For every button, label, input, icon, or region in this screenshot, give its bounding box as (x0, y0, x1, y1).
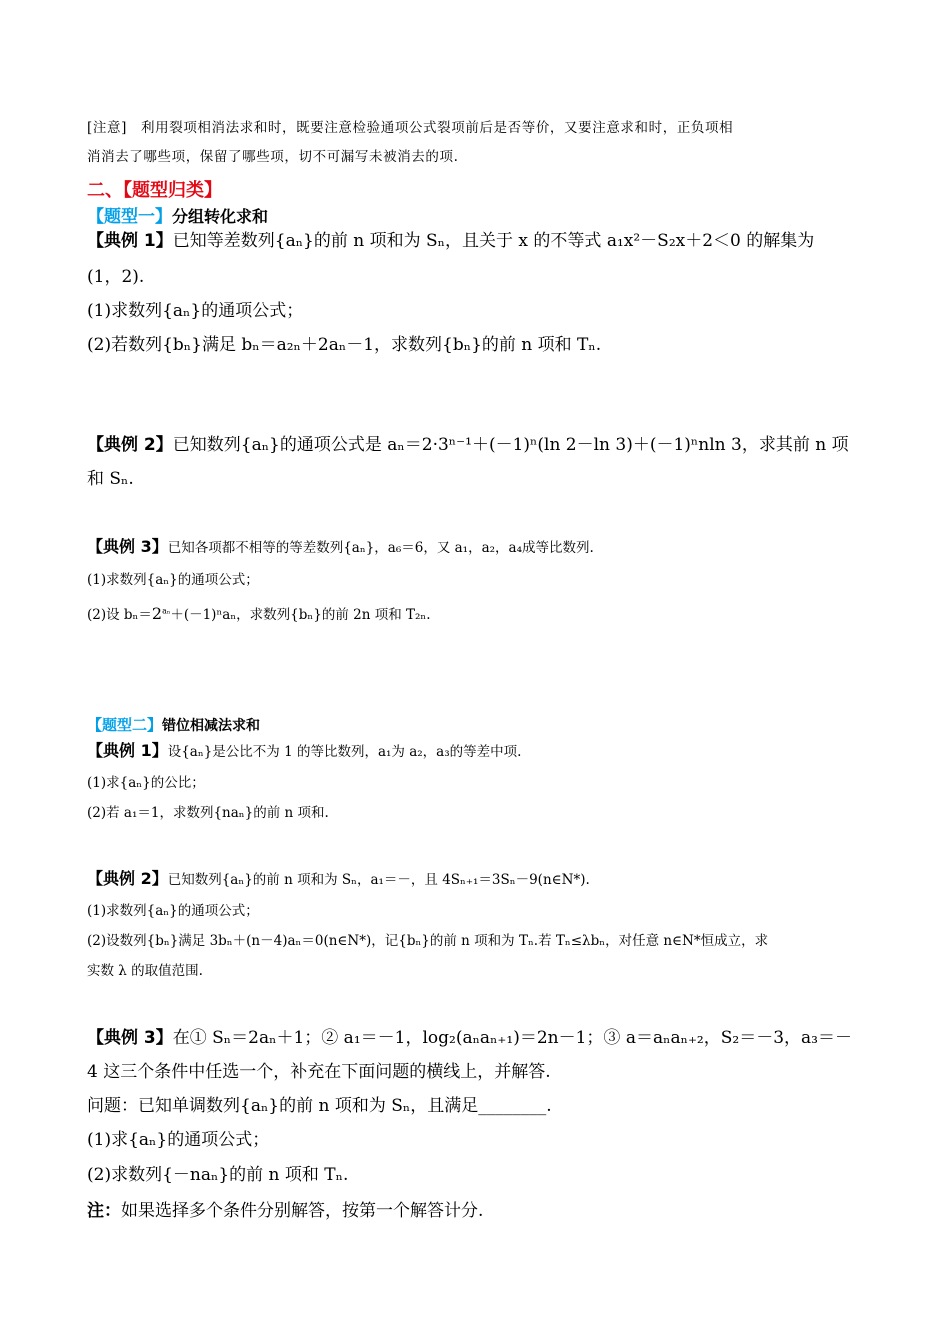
note-line-2: 消消去了哪些项，保留了哪些项，切不可漏写未被消去的项. (87, 149, 459, 165)
type2-ex3-line2: 4 这三个条件中任选一个，补充在下面问题的横线上，并解答. (87, 1062, 551, 1082)
type1-ex2-text: 已知数列{aₙ}的通项公式是 aₙ＝2·3ⁿ⁻¹＋(－1)ⁿ(ln 2－ln 3)＋(－1)ⁿnln 3，求其前 n 项 (172, 435, 849, 455)
type1-ex2-line1 (87, 430, 849, 455)
type2-ex3-q1: (1)求{aₙ}的通项公式； (87, 1130, 270, 1150)
type1-ex3-q2 (87, 603, 431, 623)
type2-ex3-line3: 问题：已知单调数列{aₙ}的前 n 项和为 Sₙ，且满足________. (87, 1096, 552, 1116)
type1-ex1-q2: (2)若数列{bₙ}满足 bₙ＝a₂ₙ＋2aₙ－1，求数列{bₙ}的前 n 项和 Tₙ. (87, 335, 602, 355)
type1-ex1-q1: (1)求数列{aₙ}的通项公式； (87, 301, 304, 321)
type2-ex3-tag: 【典例 3】 (87, 1028, 173, 1048)
type1-ex3-text: 已知各项都不相等的等差数列{aₙ}，a₆＝6，又 a₁，a₂，a₄成等比数列. (167, 540, 594, 556)
type2-ex3-text: 在① Sₙ＝2aₙ＋1；② a₁＝－1，log₂(aₙaₙ₊₁)＝2n－1；③ a＝aₙaₙ₊₂，S₂＝－3，a₃＝－ (172, 1028, 852, 1048)
type1-ex2-line2: 和 Sₙ. (87, 469, 134, 489)
type2-ex3-footnote-text: 如果选择多个条件分别解答，按第一个解答计分. (121, 1201, 484, 1221)
type1-title: 分组转化求和 (172, 207, 269, 226)
type1-ex3-tag: 【典例 3】 (87, 537, 168, 556)
note-line-1: [注意] 利用裂项相消法求和时，既要注意检验通项公式裂项前后是否等价，又要注意求和时，正负项相 (87, 120, 734, 136)
type2-ex1-q1: (1)求{aₙ}的公比； (87, 775, 205, 791)
type2-ex2-q1: (1)求数列{aₙ}的通项公式； (87, 903, 259, 919)
type2-tag: 【题型二】 (87, 716, 163, 734)
type1-tag: 【题型一】 (87, 207, 172, 227)
type1-ex3-q2-base: 2 (151, 604, 163, 623)
type1-ex3-q2-pre: (2)设 bₙ＝ (87, 607, 152, 623)
type1-ex1-text: 已知等差数列{aₙ}的前 n 项和为 Sₙ，且关于 x 的不等式 a₁x²－S₂x＋2＜0 的解集为 (172, 231, 815, 251)
type2-ex1-text: 设{aₙ}是公比不为 1 的等比数列，a₁为 a₂，a₃的等差中项. (167, 744, 522, 760)
type1-ex3-q1: (1)求数列{aₙ}的通项公式； (87, 572, 259, 588)
type1-ex1-line2: (1，2). (87, 267, 145, 287)
type1-ex3-q2-post: ＋(－1)ⁿaₙ，求数列{bₙ}的前 2n 项和 T₂ₙ. (170, 607, 431, 623)
type2-ex3-line1 (87, 1023, 852, 1048)
type1-ex2-tag: 【典例 2】 (87, 435, 173, 455)
type1-ex3-q2-sup: aₙ (162, 606, 171, 616)
type1-ex1-tag: 【典例 1】 (87, 231, 173, 251)
type2-ex2-tag: 【典例 2】 (87, 869, 168, 888)
type2-ex1-q2: (2)若 a₁＝1，求数列{naₙ}的前 n 项和. (87, 805, 329, 821)
type1-heading (87, 202, 268, 227)
type2-ex2-line1 (87, 866, 590, 889)
type2-ex1-tag: 【典例 1】 (87, 741, 168, 760)
type2-ex2-text: 已知数列{aₙ}的前 n 项和为 Sₙ，a₁＝－，且 4Sₙ₊₁＝3Sₙ－9(n∈N*). (167, 872, 590, 888)
type2-ex1-line1 (87, 738, 521, 761)
type2-ex3-q2: (2)求数列{－naₙ}的前 n 项和 Tₙ. (87, 1165, 349, 1185)
type2-title: 错位相减法求和 (162, 718, 261, 734)
section-heading: 二、【题型归类】 (87, 180, 222, 201)
type1-ex3-line1 (87, 534, 594, 557)
type2-ex3-footnote-label: 注： (87, 1201, 121, 1221)
type2-ex2-q2-line2: 实数 λ 的取值范围. (87, 963, 203, 979)
type1-ex1-line1 (87, 226, 814, 251)
type2-heading (87, 714, 260, 735)
type2-ex2-q2-line1: (2)设数列{bₙ}满足 3bₙ＋(n－4)aₙ＝0(n∈N*)，记{bₙ}的前 n 项和为 Tₙ.若 Tₙ≤λbₙ，对任意 n∈N*恒成立，求 (87, 933, 769, 949)
type2-ex3-footnote (87, 1196, 483, 1221)
